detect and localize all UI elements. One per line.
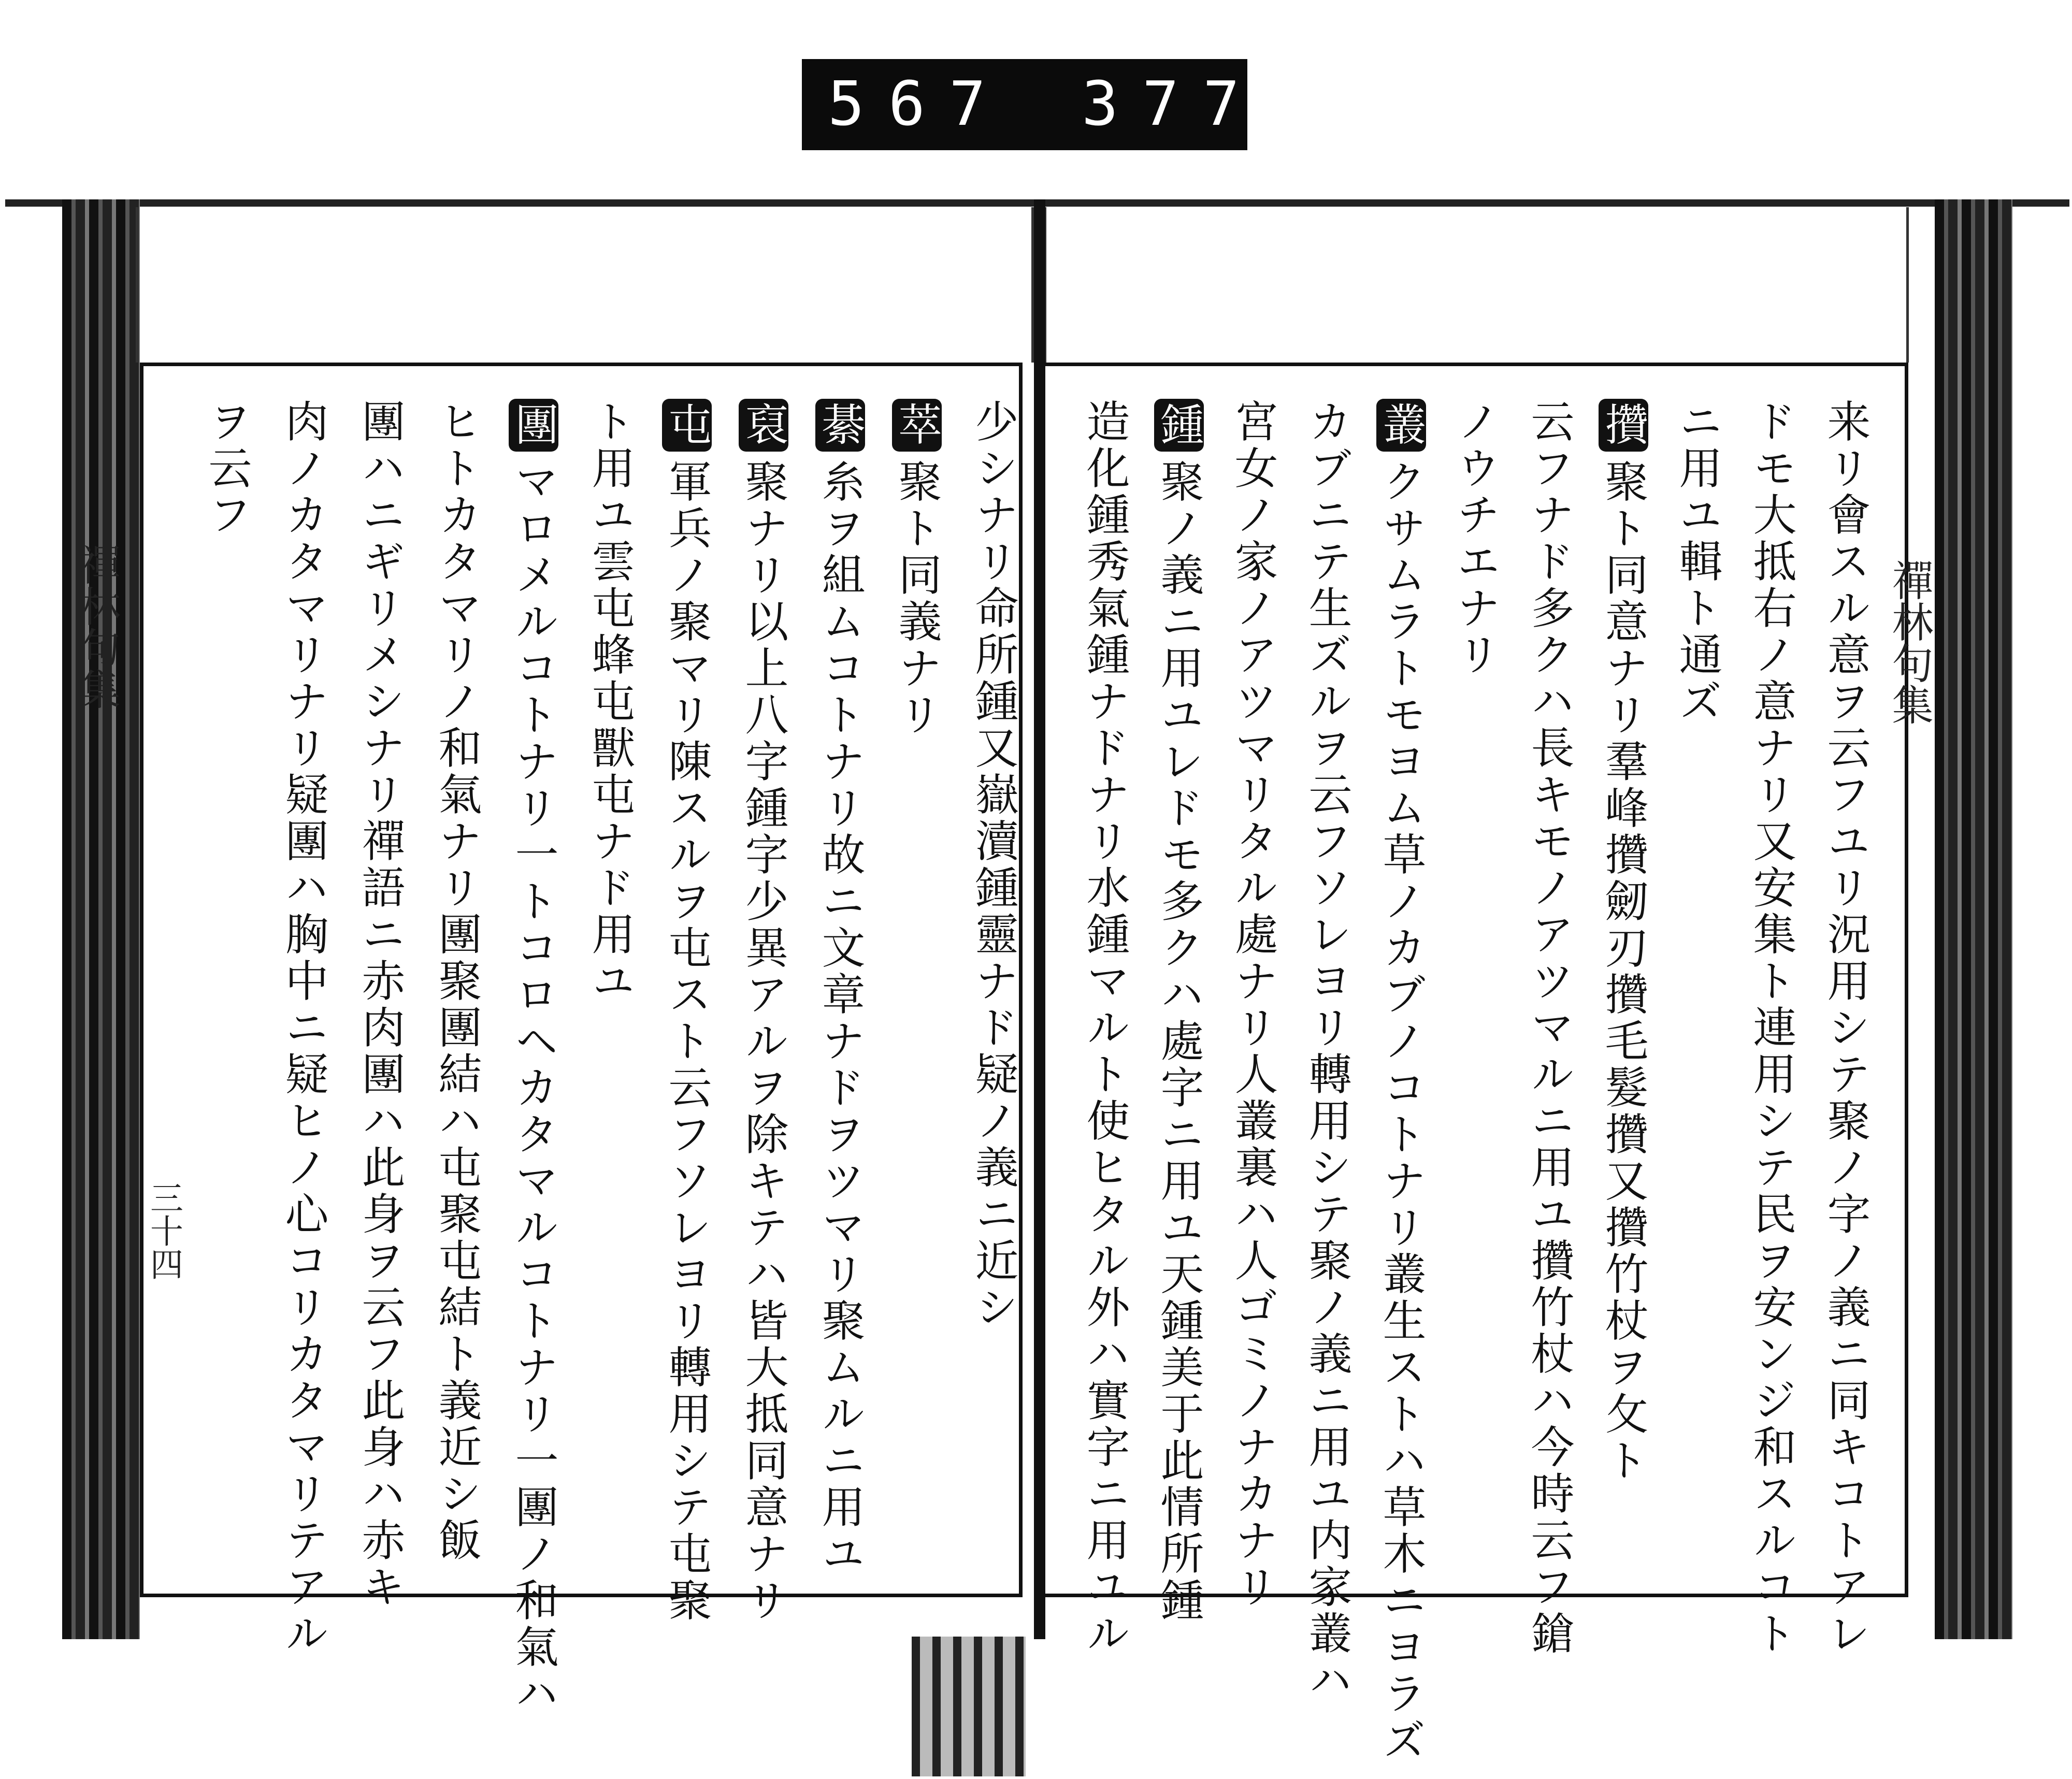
column-text: 軍兵ノ聚マリ陳スルヲ屯スト云フソレヨリ轉用シテ屯聚 bbox=[661, 459, 712, 1624]
running-head-left: 禪林句集 bbox=[72, 544, 120, 710]
left-page-frame bbox=[140, 363, 1023, 1597]
accession-number-right: 377 bbox=[1082, 68, 1264, 139]
column-text: ニ用ユ輯ト通ズ bbox=[1672, 399, 1723, 725]
text-column bbox=[1821, 399, 1870, 1657]
column-text: ト用ユ雲屯蜂屯獸屯ナド用ユ bbox=[585, 399, 636, 1005]
text-column bbox=[662, 399, 712, 1624]
book-binding-tab bbox=[912, 1637, 1026, 1776]
column-text: 聚ト同義ナリ bbox=[891, 459, 942, 739]
headword: 叢 bbox=[1376, 399, 1426, 452]
left-header-margin bbox=[136, 207, 1034, 363]
column-text: ヒトカタマリノ和氣ナリ團聚團結ハ屯聚屯結ト義近シ飯 bbox=[431, 399, 482, 1564]
text-column bbox=[1599, 399, 1648, 1484]
column-text: 肉ノカタマリナリ疑團ハ胸中ニ疑ヒノ心コリカタマリテアル bbox=[278, 399, 329, 1657]
left-page-edge bbox=[62, 199, 140, 1639]
text-column bbox=[1524, 399, 1574, 1657]
accession-label bbox=[802, 59, 1264, 150]
text-column bbox=[1376, 399, 1426, 1764]
column-text: 宮女ノ家ノアツマリタル處ナリ人叢裏ハ人ゴミノナカナリ bbox=[1228, 399, 1278, 1611]
text-column bbox=[1673, 399, 1722, 725]
headword: 裒 bbox=[739, 399, 788, 452]
text-column bbox=[892, 399, 942, 739]
headword: 鍾 bbox=[1154, 399, 1204, 452]
text-column bbox=[1302, 399, 1352, 1704]
text-column bbox=[279, 399, 328, 1657]
text-column bbox=[1080, 399, 1130, 1657]
page-number: 三十四 bbox=[145, 1181, 183, 1280]
column-text: ドモ大抵右ノ意ナリ又安集ト連用シテ民ヲ安ンジ和スルコト bbox=[1746, 399, 1797, 1657]
column-text: マロメルコトナリ一トコロヘカタマルコトナリ一團ノ和氣ハ bbox=[508, 459, 559, 1717]
column-text: 来リ會スル意ヲ云フユリ況用シテ聚ノ字ノ義ニ同キコトアレ bbox=[1820, 399, 1871, 1657]
running-head-right: 禪林句集 bbox=[1885, 559, 1933, 725]
text-column bbox=[355, 399, 405, 1611]
column-text: 聚ナリ以上八字鍾字少異アルヲ除キテハ皆大抵同意ナリ bbox=[738, 459, 789, 1624]
column-text: 糸ヲ組ムコトナリ故ニ文章ナドヲツマリ聚ムルニ用ユ bbox=[815, 459, 866, 1578]
text-column bbox=[739, 399, 788, 1624]
headword: 團 bbox=[509, 399, 558, 452]
column-text: 造化鍾秀氣鍾ナドナリ水鍾マルト使ヒタル外ハ實字ニ用ユル bbox=[1080, 399, 1130, 1657]
column-text: カブニテ生ズルヲ云フソレヨリ轉用シテ聚ノ義ニ用ユ内家叢ハ bbox=[1302, 399, 1352, 1704]
headword: 攢 bbox=[1599, 399, 1648, 452]
column-text: クサムラトモヨム草ノカブノコトナリ叢生ストハ草木ニヨラズ bbox=[1376, 459, 1427, 1764]
text-column bbox=[1450, 399, 1500, 678]
text-column bbox=[432, 399, 482, 1564]
text-column bbox=[509, 399, 558, 1717]
text-column bbox=[969, 399, 1018, 1331]
column-text: 聚ト同意ナリ羣峰攢劒刃攢毛髮攢又攢竹杖ヲ攵ト bbox=[1598, 459, 1649, 1484]
column-text: 少シナリ命所鍾又嶽瀆鍾靈ナド疑ノ義ニ近シ bbox=[968, 399, 1019, 1331]
right-header-margin bbox=[1044, 207, 1909, 363]
column-text: 團ハニギリメシナリ禪語ニ赤肉團ハ此身ヲ云フ此身ハ赤キ bbox=[355, 399, 406, 1611]
text-column bbox=[585, 399, 635, 1005]
text-column bbox=[815, 399, 865, 1578]
book-gutter bbox=[1034, 199, 1045, 1639]
headword: 綦 bbox=[815, 399, 865, 452]
accession-number-left: 567 bbox=[828, 68, 1010, 139]
text-column bbox=[1747, 399, 1796, 1657]
column-text: 聚ノ義ニ用ユレドモ多クハ處字ニ用ユ天鍾美于此情所鍾 bbox=[1154, 459, 1204, 1624]
column-text: ノウチエナリ bbox=[1450, 399, 1501, 678]
text-column bbox=[1154, 399, 1204, 1624]
headword: 屯 bbox=[662, 399, 712, 452]
text-column bbox=[1228, 399, 1278, 1611]
headword: 萃 bbox=[892, 399, 942, 452]
column-text: ヲ云フ bbox=[202, 399, 252, 539]
column-text: 云フナド多クハ長キモノアツマルニ用ユ攢竹杖ハ今時云フ鎗 bbox=[1524, 399, 1575, 1657]
right-page-edge bbox=[1935, 199, 2012, 1639]
text-column bbox=[202, 399, 252, 539]
